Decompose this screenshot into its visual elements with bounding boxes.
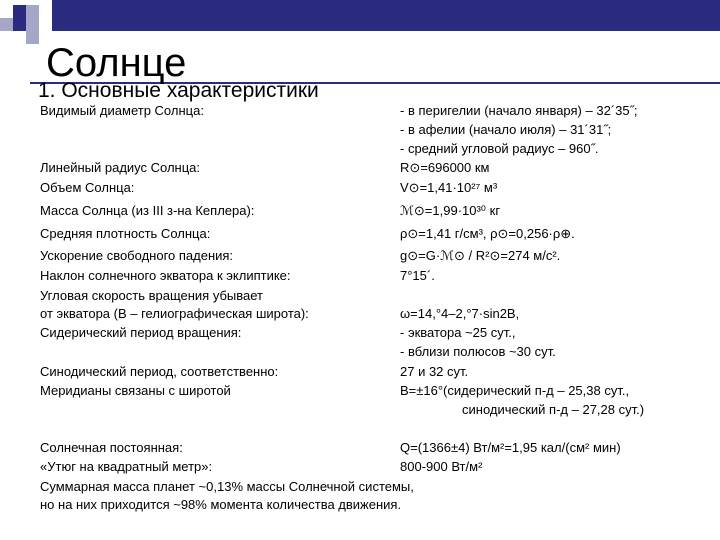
value-mass: ℳ⊙=1,99·10³⁰ кг xyxy=(400,203,501,218)
label-inclination: Наклон солнечного экватора к эклиптике: xyxy=(40,268,291,283)
value-mean-radius: - средний угловой радиус – 960˝. xyxy=(400,141,599,156)
label-meridians: Меридианы связаны с широтой xyxy=(40,383,231,398)
value-gravity: g⊙=G·ℳ⊙ / R²⊙=274 м/с². xyxy=(400,248,561,263)
value-perihelion: - в перигелии (начало января) – 32´35˝; xyxy=(400,103,638,118)
label-angular-speed: Угловая скорость вращения убывает xyxy=(40,288,264,303)
label-solar-constant: Солнечная постоянная: xyxy=(40,440,183,455)
decor-square xyxy=(13,18,26,31)
note-angular-momentum: но на них приходится ~98% момента количества движения. xyxy=(40,497,402,512)
decor-square xyxy=(13,31,26,44)
value-volume: V⊙=1,41·10²⁷ м³ xyxy=(400,180,498,195)
header-bar xyxy=(52,0,720,31)
label-sidereal-period: Сидерический период вращения: xyxy=(40,325,242,340)
label-mass: Масса Солнца (из III з-на Кеплера): xyxy=(40,203,255,218)
decor-square xyxy=(26,18,39,31)
label-volume: Объем Солнца: xyxy=(40,180,135,195)
label-gravity: Ускорение свободного падения: xyxy=(40,248,234,263)
value-iron-per-m2: 800-900 Вт/м² xyxy=(400,459,483,474)
slide-title: Солнце xyxy=(46,41,187,85)
value-inclination: 7°15´. xyxy=(400,268,435,283)
label-linear-radius: Линейный радиус Солнца: xyxy=(40,160,201,175)
decor-square xyxy=(26,5,39,18)
value-meridians: B=±16°(сидерический п-д – 25,38 сут., xyxy=(400,383,630,398)
label-density: Средняя плотность Солнца: xyxy=(40,226,211,241)
slide-subtitle: 1. Основные характеристики xyxy=(38,79,319,102)
value-meridians-cont: синодический п-д – 27,28 сут.) xyxy=(462,402,645,417)
value-synodic-period: 27 и 32 сут. xyxy=(400,364,469,379)
label-visible-diameter: Видимый диаметр Солнца: xyxy=(40,103,204,118)
value-aphelion: - в афелии (начало июля) – 31´31˝; xyxy=(400,122,612,137)
decor-square xyxy=(39,5,52,18)
decor-square xyxy=(0,18,13,31)
value-angular-speed: ω=14,°4–2,°7·sin2B, xyxy=(400,306,520,321)
value-sidereal-poles: - вблизи полюсов ~30 сут. xyxy=(400,344,556,359)
value-sidereal-equator: - экватора ~25 сут., xyxy=(400,325,516,340)
value-linear-radius: R⊙=696000 км xyxy=(400,160,490,175)
label-angular-speed-cont: от экватора (B – гелиографическая широта): xyxy=(40,306,309,321)
label-synodic-period: Синодический период, соответственно: xyxy=(40,364,279,379)
decor-square xyxy=(13,5,26,18)
value-density: ρ⊙=1,41 г/см³, ρ⊙=0,256·ρ⊕. xyxy=(400,226,575,241)
note-planet-mass: Суммарная масса планет ~0,13% массы Солнечной системы, xyxy=(40,479,414,494)
value-solar-constant: Q=(1366±4) Вт/м²=1,95 кал/(см² мин) xyxy=(400,440,621,455)
decor-square xyxy=(26,31,39,44)
label-iron-per-m2: «Утюг на квадратный метр»: xyxy=(40,459,213,474)
